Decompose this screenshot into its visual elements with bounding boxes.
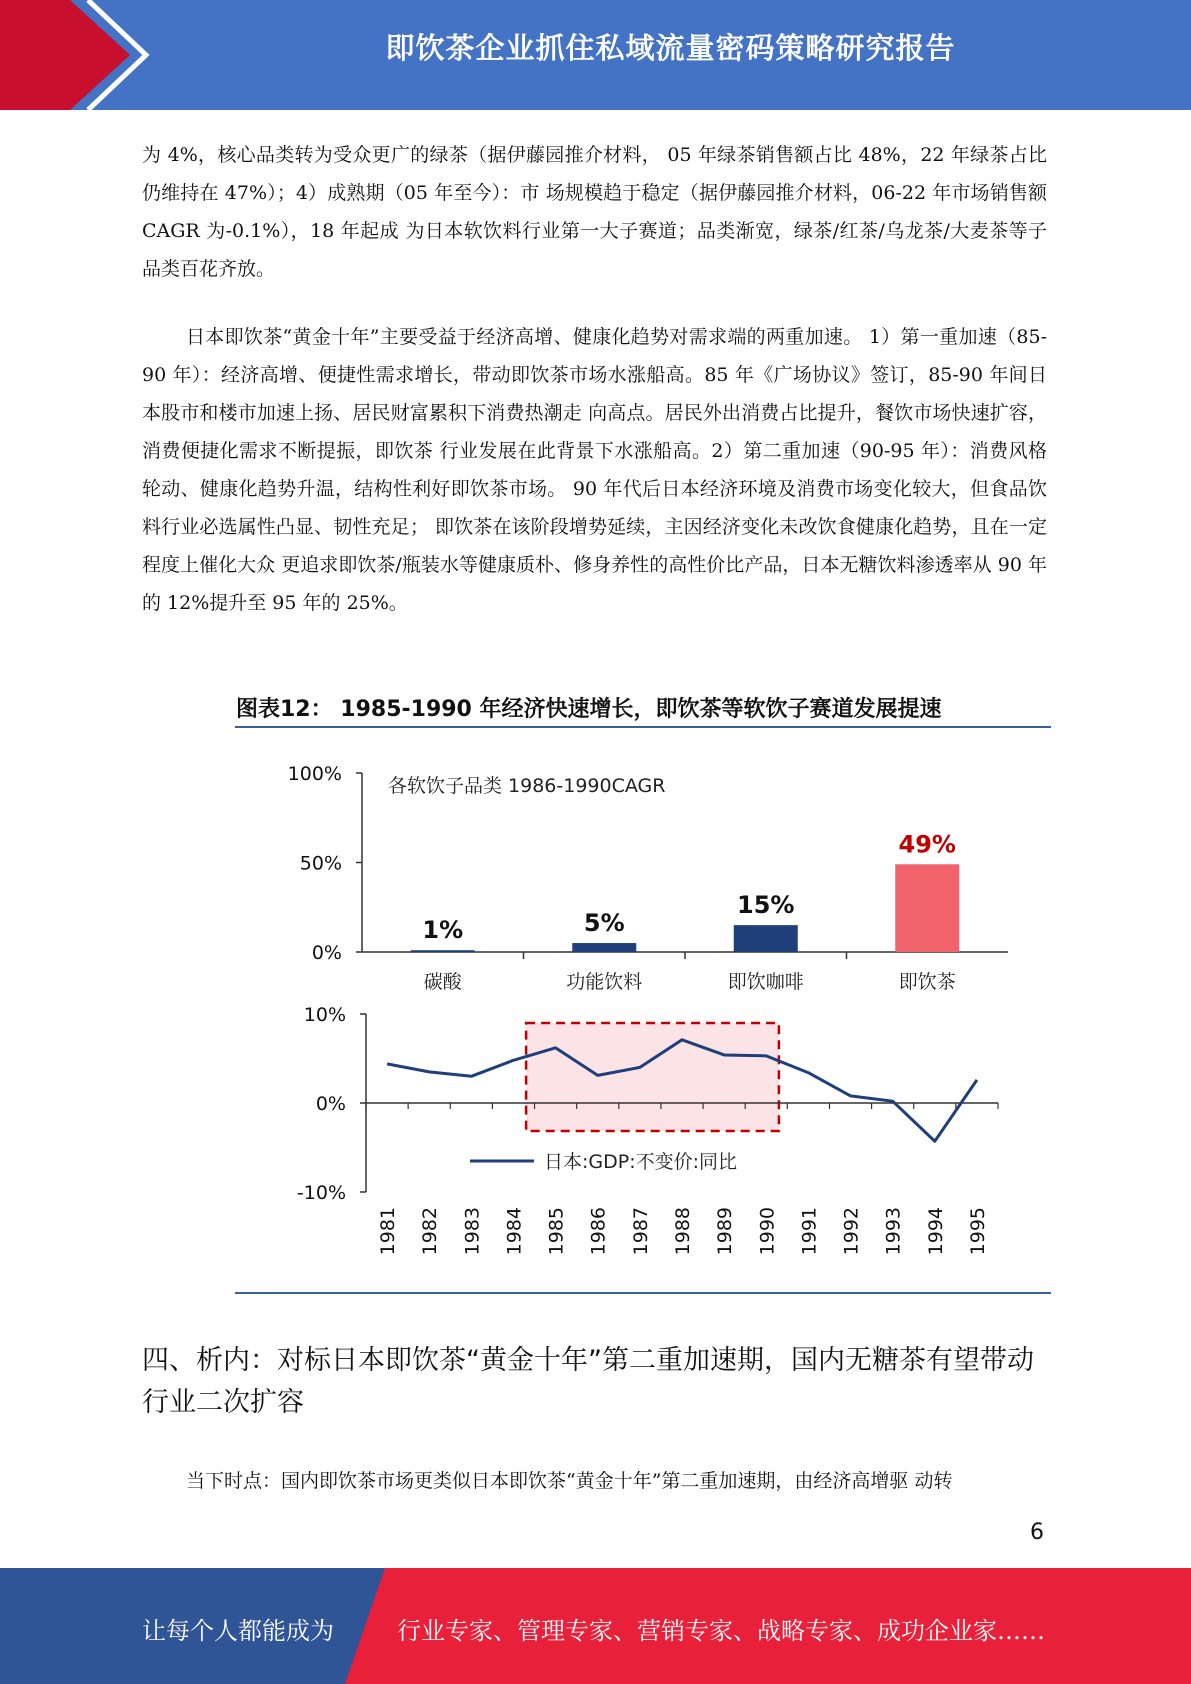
line-y-tick-label: 0% bbox=[315, 1093, 346, 1115]
bar-category-label: 碳酸 bbox=[423, 971, 462, 993]
line-x-tick-label: 1984 bbox=[503, 1207, 526, 1256]
line-x-tick-label: 1993 bbox=[882, 1207, 905, 1256]
line-x-tick-label: 1991 bbox=[798, 1207, 821, 1256]
document-title: 即饮茶企业抓住私域流量密码策略研究报告 bbox=[385, 31, 956, 65]
highlight-box bbox=[526, 1023, 779, 1131]
line-x-tick-label: 1992 bbox=[840, 1207, 863, 1256]
figure-title: 图表12： 1985-1990 年经济快速增长，即饮茶等软饮子赛道发展提速 bbox=[236, 697, 942, 722]
figure-bottom-rule bbox=[235, 1292, 1051, 1294]
page-number: 6 bbox=[1030, 1520, 1044, 1545]
bar-y-tick-label: 50% bbox=[299, 852, 342, 875]
line-y-tick-label: 10% bbox=[303, 1004, 346, 1026]
line-x-tick-label: 1987 bbox=[629, 1207, 652, 1256]
bar-chart bbox=[288, 763, 1008, 993]
line-x-tick-label: 1988 bbox=[672, 1207, 694, 1256]
bar-category-label: 即饮茶 bbox=[898, 971, 956, 993]
page-footer bbox=[0, 1568, 1191, 1684]
line-x-tick-label: 1985 bbox=[545, 1207, 568, 1256]
line-chart bbox=[297, 1004, 998, 1255]
legend-label: 日本:GDP:不变价:同比 bbox=[544, 1151, 738, 1173]
bar-value-label: 15% bbox=[737, 891, 795, 920]
line-x-tick-label: 1994 bbox=[924, 1207, 947, 1256]
bar-y-tick-label: 0% bbox=[311, 942, 342, 964]
bar-value-label: 5% bbox=[583, 909, 625, 938]
footer-slogan-right: 行业专家、管理专家、营销专家、战略专家、成功企业家…… bbox=[397, 1617, 1045, 1645]
bar-value-label: 1% bbox=[422, 916, 464, 945]
line-x-tick-label: 1981 bbox=[377, 1207, 400, 1256]
line-x-tick-label: 1982 bbox=[419, 1207, 442, 1256]
bar-chart-title: 各软饮子品类 1986-1990CAGR bbox=[388, 775, 666, 797]
bar bbox=[734, 925, 798, 952]
line-x-tick-label: 1983 bbox=[461, 1207, 484, 1256]
bar bbox=[572, 943, 636, 952]
line-x-tick-label: 1986 bbox=[587, 1207, 610, 1256]
body-paragraph-3: 当下时点：国内即饮茶市场更类似日本即饮茶“黄金十年”第二重加速期，由经济高增驱 动转 bbox=[186, 1470, 953, 1492]
line-x-tick-label: 1989 bbox=[714, 1207, 737, 1256]
line-x-tick-label: 1990 bbox=[756, 1207, 779, 1256]
bar-category-label: 即饮咖啡 bbox=[727, 971, 804, 993]
line-y-tick-label: -10% bbox=[296, 1182, 346, 1204]
bar-y-tick-label: 100% bbox=[287, 763, 342, 785]
footer-slogan-left: 让每个人都能成为 bbox=[142, 1617, 334, 1645]
bar bbox=[411, 950, 475, 952]
line-x-tick-label: 1995 bbox=[966, 1207, 989, 1256]
body-paragraph-2: 日本即饮茶“黄金十年”主要受益于经济高增、健康化趋势对需求端的两重加速。 1）第一重加速（85-90 年）：经济高增、便捷性需求增长，带动即饮茶市场水涨船高。85 年《广场协议》签订，85-90 年间日本股市和楼市加速上扬、居民财富累积下消费热潮走 向高点。居民外出消费占比提升，餐饮市场快速扩容，消费便捷化需求不断提振，即饮茶 行业发展在此背景下水涨船高。2）第二重加速（90-95 年）：消费风格轮动、健康化趋势升温，结构性利好即饮茶市场。 90 年代后日本经济环境及消费市场变化较大，但食品饮料行业必选属性凸显、韧性充足； 即饮茶在该阶段增势延续，主因经济变化未改饮食健康化趋势，且在一定程度上催化大众 更追求即饮茶/瓶装水等健康质朴、修身养性的高性价比产品，日本无糖饮料渗透率从 90 年的 12%提升至 95 年的 25%。 bbox=[142, 326, 1047, 614]
bar-value-label: 49% bbox=[898, 830, 956, 859]
section-heading: 四、析内：对标日本即饮茶“黄金十年”第二重加速期，国内无糖茶有望带动行业二次扩容 bbox=[142, 1345, 1034, 1418]
body-paragraph-1: 为 4%，核心品类转为受众更广的绿茶（据伊藤园推介材料， 05 年绿茶销售额占比 48%，22 年绿茶占比仍维持在 47%）；4）成熟期（05 年至今）：市 场规模趋于稳定（据伊藤园推介材料，06-22 年市场销售额 CAGR 为-0.1%），18 年起成 为日本软饮料行业第一大子赛道；品类渐宽，绿茶/红茶/乌龙茶/大麦茶等子品类百花齐放。 bbox=[142, 144, 1047, 280]
bar-category-label: 功能饮料 bbox=[566, 971, 643, 993]
bar bbox=[895, 864, 959, 952]
